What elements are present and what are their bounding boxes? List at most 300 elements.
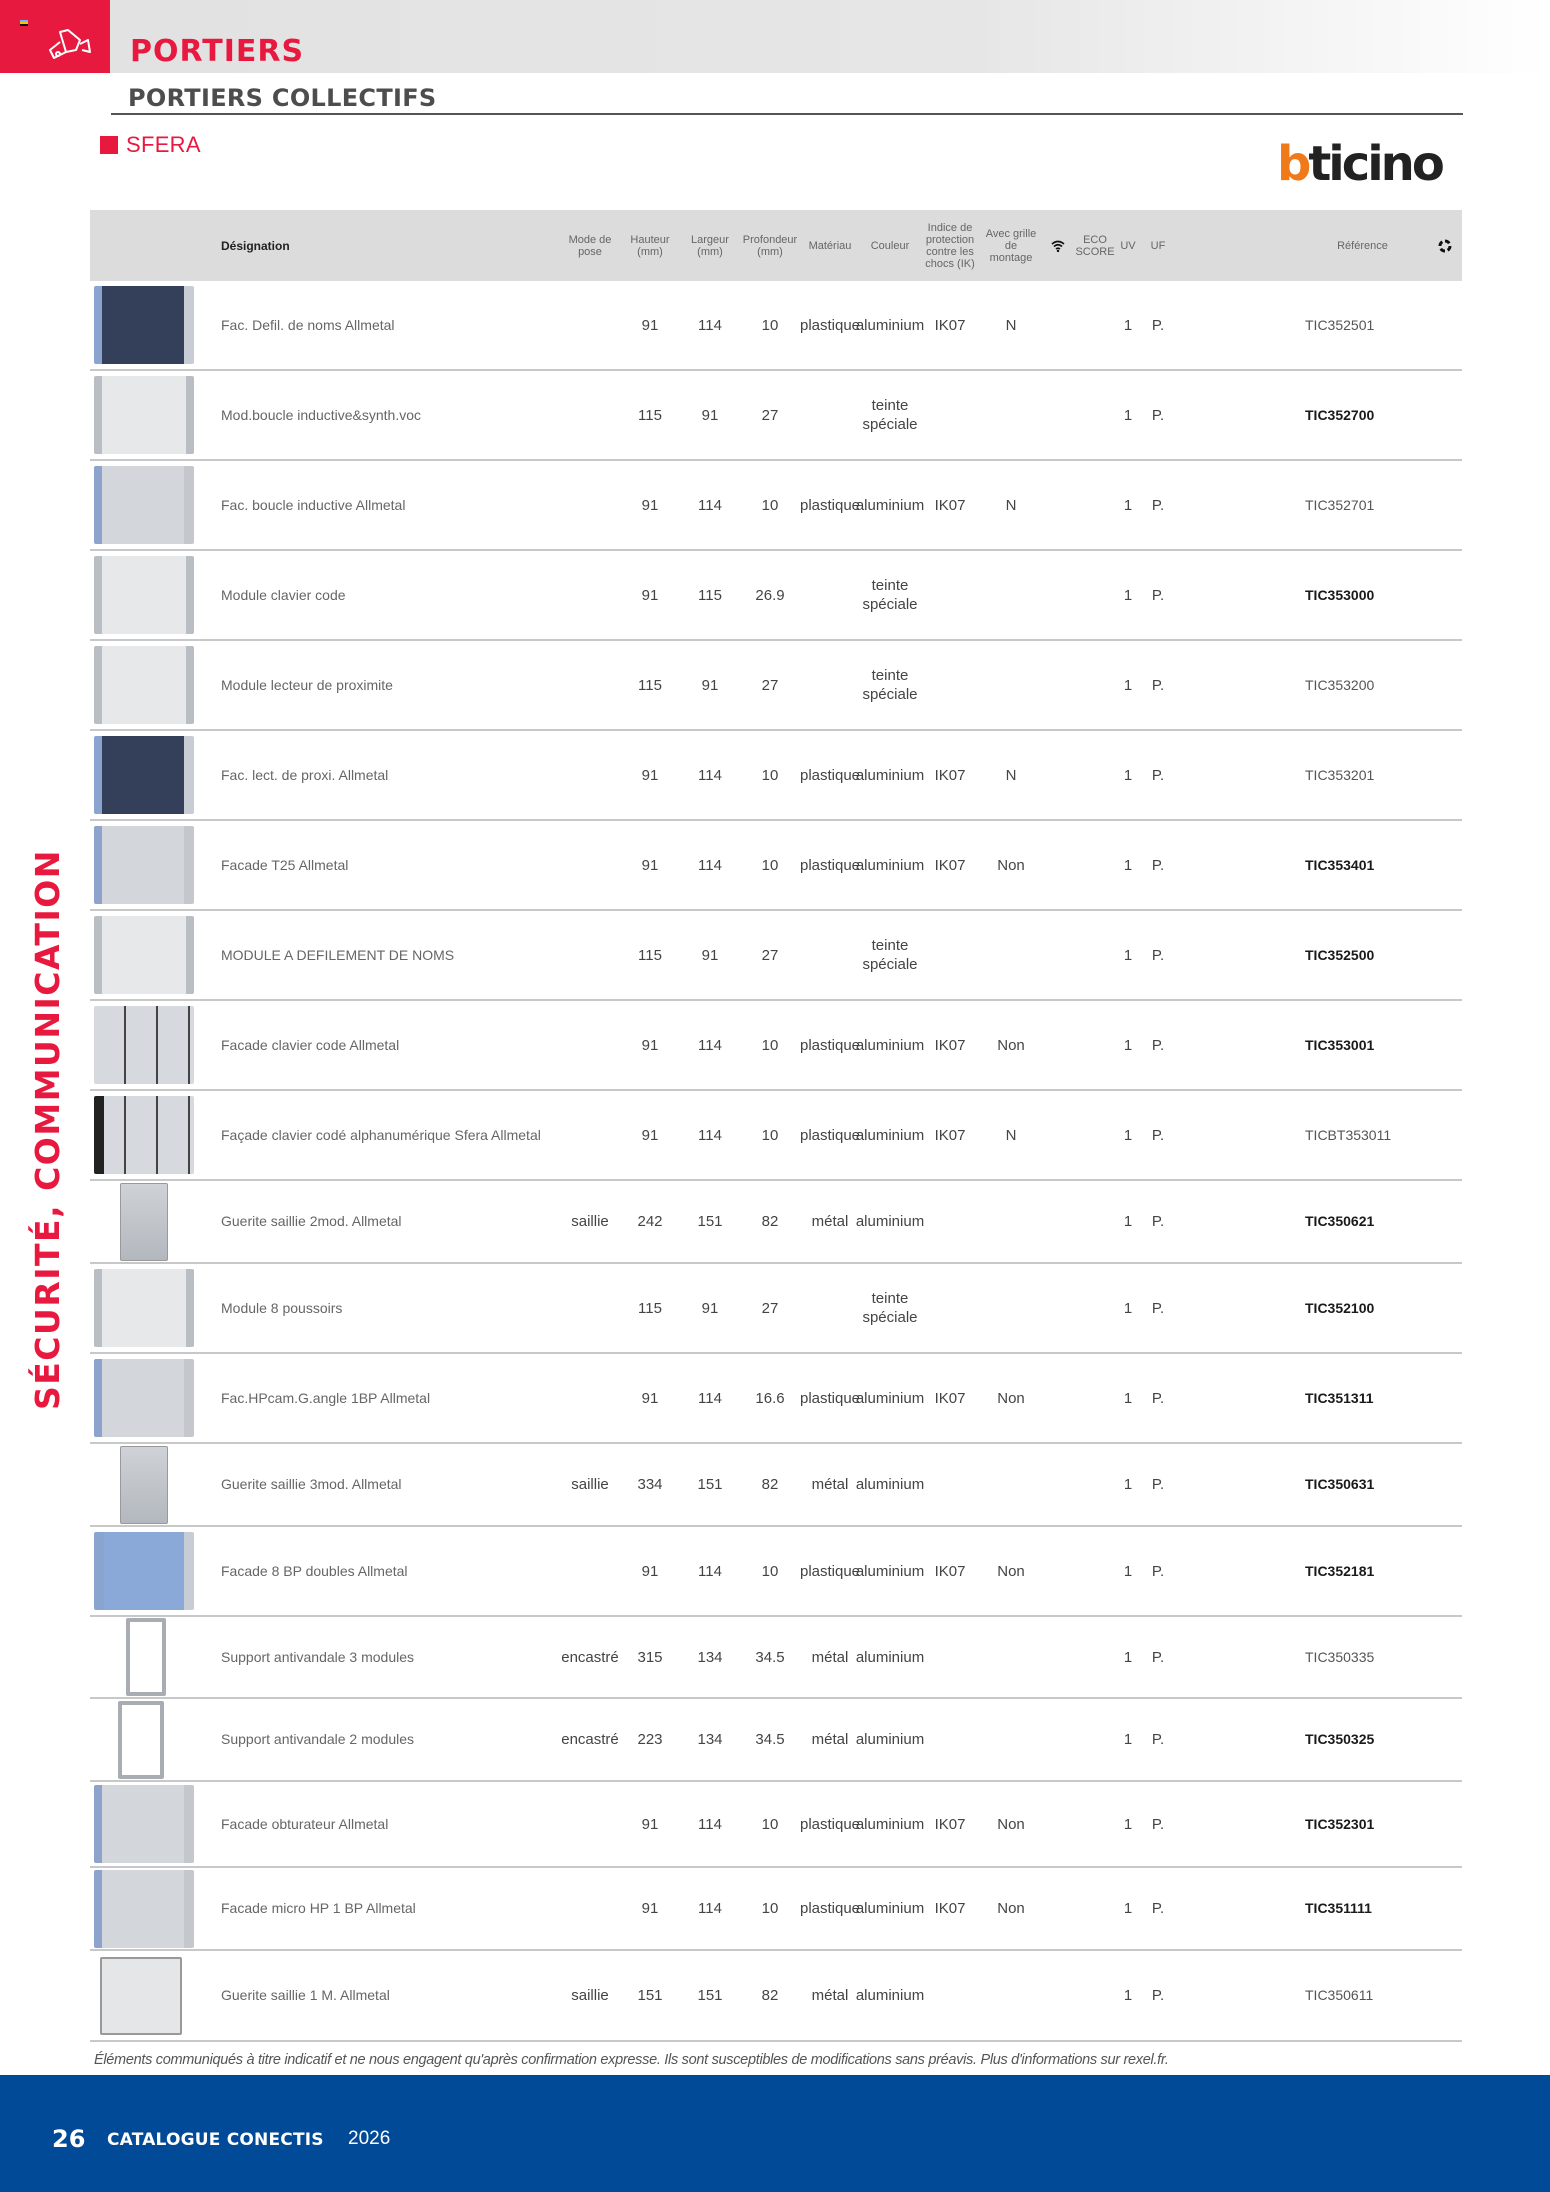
cell-uf: P. xyxy=(1151,586,1165,604)
cell-hauteur: 115 xyxy=(638,676,662,694)
cell-materiau: plastique xyxy=(799,1126,861,1144)
section-title: PORTIERS xyxy=(130,34,305,69)
cell-grille: N xyxy=(1005,1126,1017,1144)
cell-largeur: 134 xyxy=(697,1731,723,1748)
cell-profondeur: 10 xyxy=(761,496,779,514)
designation: Fac. Defil. de noms Allmetal xyxy=(221,316,395,333)
table-row[interactable] xyxy=(90,1444,1462,1527)
cell-mode xyxy=(565,1001,615,1089)
brand-logo: bticino xyxy=(1277,136,1442,192)
cell-hauteur: 151 xyxy=(637,1987,663,2004)
cell-uf: P. xyxy=(1151,856,1165,874)
reference-code[interactable]: TIC350631 xyxy=(1305,1476,1375,1492)
cell-materiau: métal xyxy=(811,1648,849,1666)
recycle-icon xyxy=(1435,210,1455,281)
designation: Fac. lect. de proxi. Allmetal xyxy=(221,766,389,783)
cell-largeur: 114 xyxy=(698,1562,722,1580)
table-row[interactable] xyxy=(90,821,1462,911)
cell-ik: IK07 xyxy=(934,766,966,784)
product-image xyxy=(118,1701,164,1779)
cell-mode xyxy=(565,281,615,369)
table-row[interactable] xyxy=(90,641,1462,731)
cell-hauteur: 91 xyxy=(641,1562,659,1580)
cell-uv: 1 xyxy=(1123,1900,1133,1917)
designation: Support antivandale 3 modules xyxy=(221,1648,415,1665)
cell-ik: IK07 xyxy=(934,1562,966,1580)
cell-largeur: 91 xyxy=(701,946,719,964)
cell-uv: 1 xyxy=(1123,316,1133,334)
cell-materiau: métal xyxy=(811,1731,849,1748)
cell-uv: 1 xyxy=(1123,1036,1133,1054)
cell-profondeur: 10 xyxy=(761,1126,779,1144)
cell-grille xyxy=(982,1699,1040,1780)
cell-profondeur: 34.5 xyxy=(755,1648,785,1666)
cell-grille: N xyxy=(1005,496,1017,514)
header-band xyxy=(110,0,1550,73)
table-row[interactable] xyxy=(90,1868,1462,1951)
product-image xyxy=(94,1870,194,1948)
cell-grille xyxy=(982,551,1040,639)
cell-mode: saillie xyxy=(571,1476,609,1493)
product-image xyxy=(94,286,194,364)
designation: Facade obturateur Allmetal xyxy=(221,1815,389,1832)
cell-grille xyxy=(982,1951,1040,2040)
cell-ik xyxy=(922,1264,978,1352)
cell-grille xyxy=(982,1617,1040,1697)
cell-uf: P. xyxy=(1151,1900,1165,1917)
cell-uv: 1 xyxy=(1123,1648,1133,1666)
product-image xyxy=(94,826,194,904)
col-mode: Mode de pose xyxy=(568,233,612,258)
cell-uf: P. xyxy=(1151,496,1165,514)
reference-code[interactable]: TIC353201 xyxy=(1305,766,1375,783)
cell-uv: 1 xyxy=(1123,766,1133,784)
designation: Façade clavier codé alphanumérique Sfera Allmetal xyxy=(221,1126,541,1143)
cell-mode xyxy=(565,551,615,639)
designation: Support antivandale 2 modules xyxy=(221,1731,415,1747)
col-reference: Référence xyxy=(1337,239,1388,252)
cell-uf: P. xyxy=(1151,1476,1165,1493)
cell-materiau: plastique xyxy=(799,1900,861,1917)
cell-largeur: 91 xyxy=(701,1299,719,1317)
cell-largeur: 114 xyxy=(698,316,722,334)
product-image xyxy=(94,916,194,994)
cell-grille: N xyxy=(1005,766,1017,784)
cell-grille: Non xyxy=(997,856,1025,874)
cell-ik: IK07 xyxy=(934,1389,966,1407)
cell-materiau: métal xyxy=(811,1987,849,2004)
table-row[interactable] xyxy=(90,1181,1462,1264)
product-image xyxy=(94,1006,194,1084)
cell-materiau: plastique xyxy=(799,1389,861,1407)
cell-ik xyxy=(922,371,978,459)
cell-uf: P. xyxy=(1151,766,1165,784)
cell-mode xyxy=(565,1868,615,1949)
range-label xyxy=(100,132,201,158)
catalogue-year: 2026 xyxy=(348,2128,391,2149)
product-image xyxy=(94,1096,194,1174)
table-row[interactable] xyxy=(90,551,1462,641)
cell-couleur: aluminium xyxy=(855,1562,925,1580)
cell-profondeur: 16.6 xyxy=(755,1389,785,1407)
cell-profondeur: 34.5 xyxy=(755,1731,785,1748)
category-badge xyxy=(0,0,110,73)
cell-uf: P. xyxy=(1151,1648,1165,1666)
side-category-label: SÉCURITÉ, COMMUNICATION xyxy=(28,849,67,1410)
title-divider xyxy=(111,113,1463,115)
product-image xyxy=(120,1183,168,1261)
reference-code[interactable]: TIC350325 xyxy=(1305,1731,1375,1747)
cell-materiau: plastique xyxy=(799,1562,861,1580)
table-row[interactable] xyxy=(90,1782,1462,1868)
cell-largeur: 114 xyxy=(698,1126,722,1144)
cell-couleur: aluminium xyxy=(855,1731,925,1748)
table-row[interactable] xyxy=(90,1699,1462,1782)
cell-mode xyxy=(565,641,615,729)
color-swatch-icon xyxy=(20,20,28,28)
designation: Guerite saillie 2mod. Allmetal xyxy=(221,1213,402,1229)
cell-uf: P. xyxy=(1151,1562,1165,1580)
cell-hauteur: 115 xyxy=(638,946,662,964)
cell-uv: 1 xyxy=(1123,1476,1133,1493)
cell-mode xyxy=(565,461,615,549)
col-uf: UF xyxy=(1150,239,1166,252)
cell-uv: 1 xyxy=(1123,586,1133,604)
cell-couleur: aluminium xyxy=(855,766,925,784)
designation: MODULE A DEFILEMENT DE NOMS xyxy=(221,946,455,963)
product-image xyxy=(94,736,194,814)
designation: Mod.boucle inductive&synth.voc xyxy=(221,406,421,423)
cell-ik: IK07 xyxy=(934,1036,966,1054)
col-profondeur: Profondeur (mm) xyxy=(742,233,798,258)
cell-materiau: plastique xyxy=(799,1036,861,1054)
cell-uf: P. xyxy=(1151,1036,1165,1054)
sub-title: PORTIERS COLLECTIFS xyxy=(128,84,437,112)
cell-hauteur: 223 xyxy=(637,1731,663,1748)
cell-uf: P. xyxy=(1151,1213,1165,1230)
cell-materiau: plastique xyxy=(799,1815,861,1833)
cell-mode xyxy=(565,1782,615,1866)
cell-ik xyxy=(922,641,978,729)
product-image xyxy=(94,1785,194,1863)
cell-profondeur: 10 xyxy=(761,1815,779,1833)
cell-profondeur: 27 xyxy=(761,406,779,424)
cell-hauteur: 115 xyxy=(638,406,662,424)
cell-hauteur: 91 xyxy=(641,856,659,874)
table-row[interactable] xyxy=(90,731,1462,821)
cell-couleur: aluminium xyxy=(855,1389,925,1407)
table-row[interactable] xyxy=(90,1091,1462,1181)
cell-hauteur: 91 xyxy=(641,1389,659,1407)
table-row[interactable] xyxy=(90,1527,1462,1617)
cell-mode xyxy=(565,821,615,909)
designation: Facade 8 BP doubles Allmetal xyxy=(221,1562,408,1579)
cell-hauteur: 315 xyxy=(637,1648,663,1666)
designation: Fac. boucle inductive Allmetal xyxy=(221,496,406,513)
cell-uv: 1 xyxy=(1123,1299,1133,1317)
cell-hauteur: 91 xyxy=(641,766,659,784)
cell-mode xyxy=(565,1527,615,1615)
camera-icon xyxy=(46,28,92,62)
cell-uf: P. xyxy=(1151,676,1165,694)
cell-grille xyxy=(982,641,1040,729)
product-image xyxy=(94,1532,194,1610)
product-image xyxy=(94,1359,194,1437)
cell-largeur: 151 xyxy=(697,1476,723,1493)
cell-uf: P. xyxy=(1151,1299,1165,1317)
cell-uf: P. xyxy=(1151,1389,1165,1407)
product-image xyxy=(94,646,194,724)
designation: Fac.HPcam.G.angle 1BP Allmetal xyxy=(221,1389,431,1406)
cell-couleur: teinte spéciale xyxy=(862,577,918,613)
col-materiau: Matériau xyxy=(808,239,852,252)
cell-uv: 1 xyxy=(1123,1213,1133,1230)
cell-grille: N xyxy=(1005,316,1017,334)
cell-profondeur: 82 xyxy=(761,1213,779,1230)
cell-uf: P. xyxy=(1151,1987,1165,2004)
reference-code[interactable]: TIC352301 xyxy=(1305,1815,1375,1832)
product-image xyxy=(120,1446,168,1524)
cell-mode xyxy=(565,731,615,819)
table-row[interactable] xyxy=(90,371,1462,461)
product-image xyxy=(94,466,194,544)
cell-mode: encastré xyxy=(561,1731,619,1748)
cell-profondeur: 10 xyxy=(761,766,779,784)
cell-couleur: teinte spéciale xyxy=(862,937,918,973)
table-row[interactable] xyxy=(90,281,1462,371)
cell-uv: 1 xyxy=(1123,1815,1133,1833)
cell-grille xyxy=(982,1181,1040,1262)
cell-largeur: 114 xyxy=(698,1389,722,1407)
cell-grille: Non xyxy=(997,1562,1025,1580)
cell-hauteur: 91 xyxy=(641,1126,659,1144)
cell-uv: 1 xyxy=(1123,1562,1133,1580)
product-image xyxy=(126,1618,166,1696)
cell-uv: 1 xyxy=(1123,946,1133,964)
cell-profondeur: 82 xyxy=(761,1987,779,2004)
cell-uv: 1 xyxy=(1123,1731,1133,1748)
product-image xyxy=(94,556,194,634)
cell-largeur: 114 xyxy=(698,496,722,514)
cell-uv: 1 xyxy=(1123,496,1133,514)
table-row[interactable] xyxy=(90,1617,1462,1699)
cell-profondeur: 10 xyxy=(761,1562,779,1580)
cell-uf: P. xyxy=(1151,946,1165,964)
product-image xyxy=(94,376,194,454)
cell-uf: P. xyxy=(1151,1815,1165,1833)
cell-hauteur: 91 xyxy=(641,1036,659,1054)
cell-ik xyxy=(922,1699,978,1780)
cell-couleur: aluminium xyxy=(855,1987,925,2004)
range-name: SFERA xyxy=(126,132,201,157)
cell-uf: P. xyxy=(1151,316,1165,334)
cell-materiau: plastique xyxy=(799,766,861,784)
cell-couleur: aluminium xyxy=(855,1036,925,1054)
cell-couleur: teinte spéciale xyxy=(862,1290,918,1326)
reference-code[interactable]: TIC353200 xyxy=(1305,676,1375,693)
range-bullet-icon xyxy=(100,136,118,154)
cell-grille: Non xyxy=(997,1815,1025,1833)
reference-code[interactable]: TIC352100 xyxy=(1305,1299,1375,1316)
cell-uv: 1 xyxy=(1123,1389,1133,1407)
product-image xyxy=(100,1957,182,2035)
reference-code[interactable]: TIC352181 xyxy=(1305,1562,1375,1579)
reference-code[interactable]: TIC352701 xyxy=(1305,496,1375,513)
cell-largeur: 114 xyxy=(698,1900,722,1917)
designation: Guerite saillie 1 M. Allmetal xyxy=(221,1987,390,2003)
reference-code[interactable]: TIC352501 xyxy=(1305,316,1375,333)
reference-code[interactable]: TIC350611 xyxy=(1305,1987,1374,2003)
cell-couleur: aluminium xyxy=(855,856,925,874)
cell-profondeur: 82 xyxy=(761,1476,779,1493)
table-row[interactable] xyxy=(90,1354,1462,1444)
cell-hauteur: 91 xyxy=(641,1900,659,1917)
cell-mode xyxy=(565,1091,615,1179)
cell-hauteur: 91 xyxy=(641,1815,659,1833)
cell-couleur: teinte spéciale xyxy=(862,397,918,433)
cell-profondeur: 10 xyxy=(761,316,779,334)
cell-ik xyxy=(922,1951,978,2040)
col-couleur: Couleur xyxy=(870,239,910,252)
reference-code[interactable]: TIC353401 xyxy=(1305,856,1375,873)
cell-grille: Non xyxy=(997,1036,1025,1054)
col-largeur: Largeur (mm) xyxy=(691,233,729,258)
cell-uf: P. xyxy=(1151,1731,1165,1748)
cell-ik: IK07 xyxy=(934,496,966,514)
table-row[interactable] xyxy=(90,911,1462,1001)
cell-uf: P. xyxy=(1151,1126,1165,1144)
cell-largeur: 114 xyxy=(698,1815,722,1833)
cell-mode xyxy=(565,1264,615,1352)
col-hauteur: Hauteur (mm) xyxy=(630,233,670,258)
page-footer xyxy=(0,2075,1550,2192)
cell-couleur: aluminium xyxy=(855,1126,925,1144)
cell-mode xyxy=(565,371,615,459)
designation: Module 8 poussoirs xyxy=(221,1299,343,1316)
col-eco-score: ECO SCORE xyxy=(1075,233,1115,258)
cell-grille xyxy=(982,1444,1040,1525)
cell-uv: 1 xyxy=(1123,406,1133,424)
cell-profondeur: 26.9 xyxy=(755,586,785,604)
cell-mode xyxy=(565,911,615,999)
cell-couleur: aluminium xyxy=(855,1815,925,1833)
table-header xyxy=(90,210,1462,281)
cell-largeur: 114 xyxy=(698,856,722,874)
cell-materiau: métal xyxy=(811,1476,849,1493)
designation: Module clavier code xyxy=(221,586,346,603)
cell-couleur: teinte spéciale xyxy=(862,667,918,703)
cell-hauteur: 91 xyxy=(641,316,659,334)
reference-code[interactable]: TIC352700 xyxy=(1305,406,1375,423)
page-number: 26 xyxy=(52,2125,86,2153)
cell-uv: 1 xyxy=(1123,1126,1133,1144)
cell-ik xyxy=(922,551,978,639)
cell-uv: 1 xyxy=(1123,676,1133,694)
cell-materiau: métal xyxy=(811,1213,849,1230)
designation: Facade micro HP 1 BP Allmetal xyxy=(221,1900,416,1916)
cell-profondeur: 10 xyxy=(761,1900,779,1917)
cell-couleur: aluminium xyxy=(855,496,925,514)
cell-grille xyxy=(982,1264,1040,1352)
designation: Facade T25 Allmetal xyxy=(221,856,349,873)
cell-largeur: 114 xyxy=(698,766,722,784)
table-row[interactable] xyxy=(90,1951,1462,2042)
reference-code[interactable]: TIC350335 xyxy=(1305,1648,1375,1665)
wifi-icon xyxy=(1046,210,1070,281)
cell-largeur: 134 xyxy=(697,1648,723,1666)
cell-hauteur: 91 xyxy=(641,586,659,604)
cell-ik xyxy=(922,1181,978,1262)
cell-grille: Non xyxy=(997,1900,1025,1917)
cell-ik: IK07 xyxy=(934,856,966,874)
reference-code[interactable]: TIC353000 xyxy=(1305,586,1375,603)
designation: Module lecteur de proximite xyxy=(221,676,393,693)
cell-grille xyxy=(982,911,1040,999)
disclaimer: Éléments communiqués à titre indicatif et ne nous engagent qu'après confirmation expresse. Ils sont susceptibles de modifications sans préavis. Plus d'informations sur rexel.fr. xyxy=(94,2052,1169,2068)
reference-code[interactable]: TIC350621 xyxy=(1305,1213,1375,1229)
cell-couleur: aluminium xyxy=(855,316,925,334)
col-grille: Avec grille de montage xyxy=(985,227,1037,264)
cell-ik: IK07 xyxy=(934,1126,966,1144)
cell-grille: Non xyxy=(997,1389,1025,1407)
product-image xyxy=(94,1269,194,1347)
reference-code[interactable]: TIC353001 xyxy=(1305,1036,1375,1053)
cell-ik xyxy=(922,1444,978,1525)
cell-materiau: plastique xyxy=(799,316,861,334)
cell-largeur: 91 xyxy=(701,406,719,424)
table-row[interactable] xyxy=(90,1001,1462,1091)
cell-couleur: aluminium xyxy=(855,1476,925,1493)
table-row[interactable] xyxy=(90,461,1462,551)
cell-profondeur: 10 xyxy=(761,856,779,874)
cell-grille xyxy=(982,371,1040,459)
cell-uv: 1 xyxy=(1123,856,1133,874)
cell-largeur: 151 xyxy=(697,1213,723,1230)
cell-materiau: plastique xyxy=(799,496,861,514)
cell-hauteur: 91 xyxy=(641,496,659,514)
cell-mode xyxy=(565,1354,615,1442)
cell-ik: IK07 xyxy=(934,1815,966,1833)
cell-largeur: 151 xyxy=(697,1987,723,2004)
reference-code[interactable]: TIC351311 xyxy=(1305,1389,1374,1406)
cell-mode: saillie xyxy=(571,1213,609,1230)
designation: Guerite saillie 3mod. Allmetal xyxy=(221,1476,402,1492)
cell-profondeur: 27 xyxy=(761,946,779,964)
cell-hauteur: 115 xyxy=(638,1299,662,1317)
cell-profondeur: 27 xyxy=(761,1299,779,1317)
col-ik: Indice de protection contre les chocs (IK) xyxy=(925,221,975,270)
cell-profondeur: 10 xyxy=(761,1036,779,1054)
reference-code[interactable]: TIC352500 xyxy=(1305,946,1375,963)
cell-uv: 1 xyxy=(1123,1987,1133,2004)
cell-materiau: plastique xyxy=(799,856,861,874)
cell-ik xyxy=(922,911,978,999)
col-designation: Désignation xyxy=(221,238,290,253)
cell-ik: IK07 xyxy=(934,1900,966,1917)
cell-ik xyxy=(922,1617,978,1697)
reference-code[interactable]: TICBT353011 xyxy=(1305,1126,1392,1143)
cell-couleur: aluminium xyxy=(855,1213,925,1230)
reference-code[interactable]: TIC351111 xyxy=(1305,1900,1372,1916)
cell-largeur: 91 xyxy=(701,676,719,694)
cell-mode: encastré xyxy=(561,1648,619,1666)
table-row[interactable] xyxy=(90,1264,1462,1354)
cell-uf: P. xyxy=(1151,406,1165,424)
cell-mode: saillie xyxy=(571,1987,609,2004)
cell-hauteur: 334 xyxy=(637,1476,663,1493)
cell-couleur: aluminium xyxy=(855,1648,925,1666)
cell-largeur: 115 xyxy=(698,586,722,604)
